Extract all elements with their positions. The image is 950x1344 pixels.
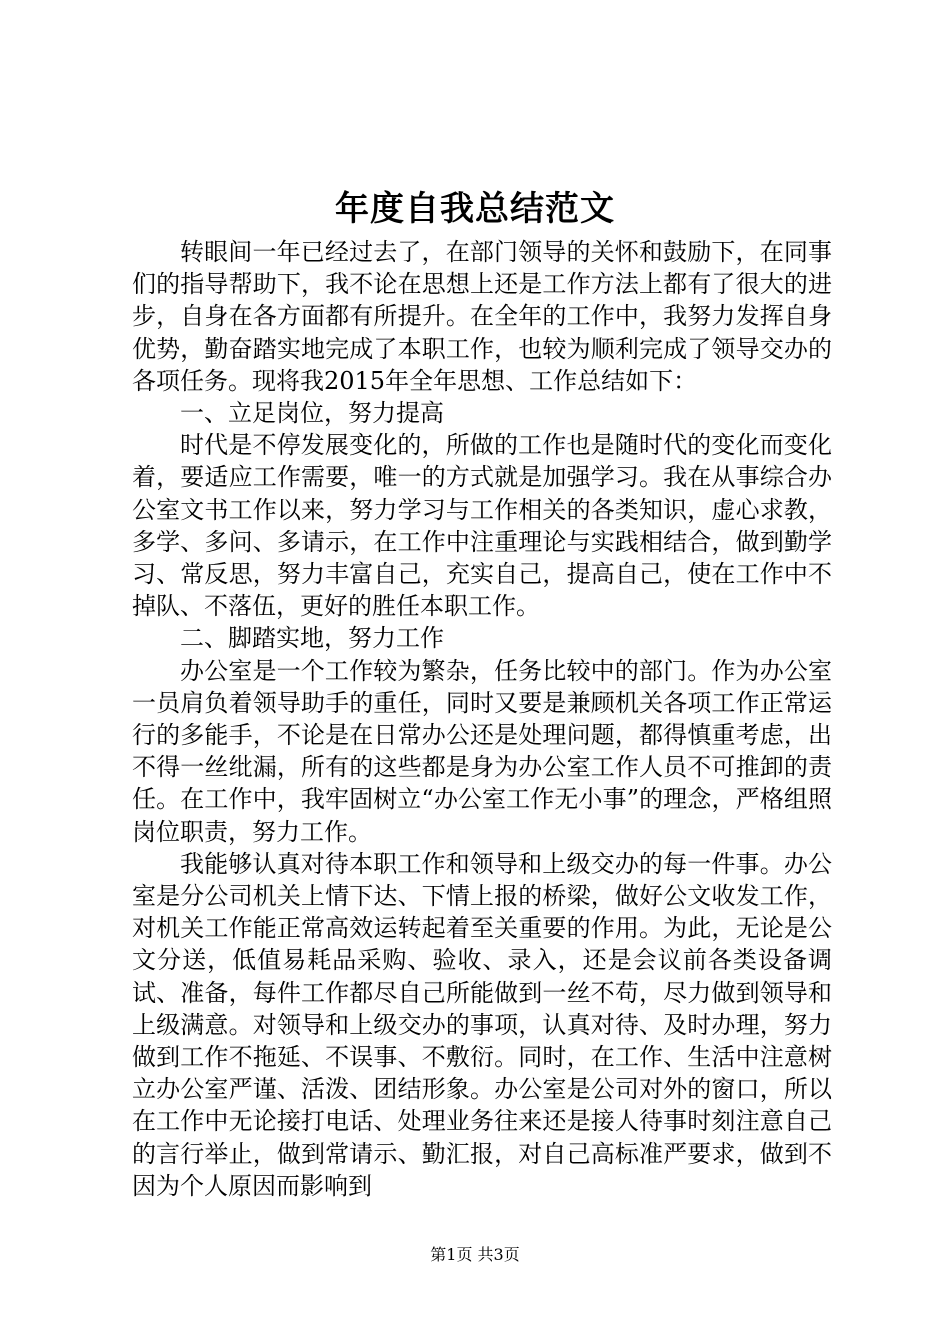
document-body (132, 236, 832, 1202)
section-heading-1: 一、立足岗位，努力提高 (180, 399, 444, 428)
paragraph-section-1: 时代是不停发展变化的，所做的工作也是随时代的变化而变化着，要适应工作需要，唯一的方式就是加强学习。我在从事综合办公室文书工作以来，努力学习与工作相关的各类知识，虚心求教，多学、多问、多请示，在工作中注重理论与实践相结合，做到勤学习、常反思，努力丰富自己，充实自己，提高自己，使在工作中不掉队、不落伍，更好的胜任本职工作。 (132, 431, 832, 621)
paragraph-section-2-a: 办公室是一个工作较为繁杂，任务比较中的部门。作为办公室一员肩负着领导助手的重任，同时又要是兼顾机关各项工作正常运行的多能手，不论是在日常办公还是处理问题，都得慎重考虑，出不得一丝纰漏，所有的这些都是身为办公室工作人员不可推卸的责任。在工作中，我牢固树立“办公室工作无小事”的理念，严格组照岗位职责，努力工作。 (132, 656, 832, 846)
section-heading-2: 二、脚踏实地，努力工作 (180, 624, 444, 653)
page-footer: 第1页 共3页 (430, 1245, 520, 1264)
document-title: 年度自我总结范文 (335, 189, 615, 229)
paragraph-intro: 转眼间一年已经过去了，在部门领导的关怀和鼓励下，在同事们的指导帮助下，我不论在思想上还是工作方法上都有了很大的进步，自身在各方面都有所提升。在全年的工作中，我努力发挥自身优势，勤奋踏实地完成了本职工作，也较为顺利完成了领导交办的各项任务。现将我2015年全年思想、工作总结如下： (132, 238, 832, 395)
paragraph-section-2-b: 我能够认真对待本职工作和领导和上级交办的每一件事。办公室是分公司机关上情下达、下情上报的桥梁，做好公文收发工作，对机关工作能正常高效运转起着至关重要的作用。为此，无论是公文分送，低值易耗品采购、验收、录入，还是会议前各类设备调试、准备，每件工作都尽自己所能做到一丝不苟，尽力做到领导和上级满意。对领导和上级交办的事项，认真对待、及时办理，努力做到工作不拖延、不误事、不敷衍。同时，在工作、生活中注意树立办公室严谨、活泼、团结形象。办公室是公司对外的窗口，所以在工作中无论接打电话、处理业务往来还是接人待事时刻注意自己的言行举止，做到常请示、勤汇报，对自己高标准严要求，做到不因为个人原因而影响到 (132, 849, 832, 1200)
